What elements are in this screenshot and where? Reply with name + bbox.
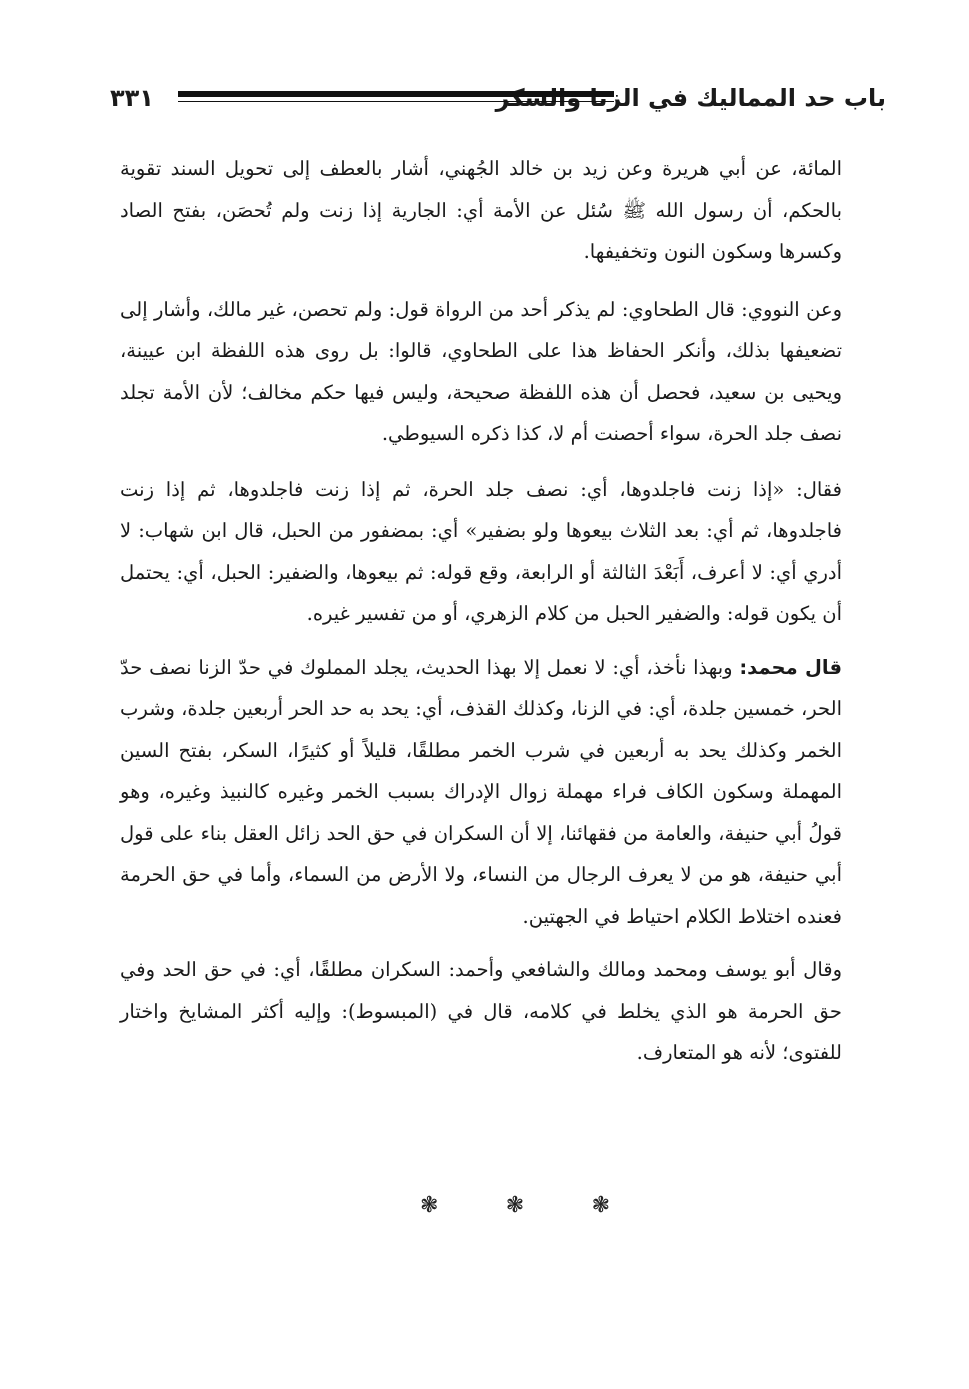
- header-rule: [178, 91, 614, 102]
- chapter-title: باب حد المماليك في الزنا والسكر: [495, 84, 886, 112]
- paragraph-5: وقال أبو يوسف ومحمد ومالك والشافعي وأحمد: السكران مطلقًا، أي: في حق الحد وفي حق الحرمة هو الذي يخلط في كلامه، قال في (المبسوط): وإليه أكثر المشايخ واختار للفتوى؛ لأنه هو المتعارف.: [120, 958, 842, 1064]
- page-header: [110, 78, 886, 118]
- paragraph-4-lead: قال محمد:: [739, 655, 843, 679]
- ornament-star: ❃: [505, 1193, 525, 1218]
- page-number: ٣٣١: [110, 84, 154, 112]
- ornament-star: ❃: [591, 1193, 610, 1218]
- section-end-ornament: [420, 1193, 610, 1218]
- paragraph-1: المائة، عن أبي هريرة وعن زيد بن خالد الجُهني، أشار بالعطف إلى تحويل السند تقوية بالحكم، أن رسول الله ﷺ سُئل عن الأمة أي: الجارية إذا زنت ولم تُحصَن، بفتح الصاد وكسرها وسكون النون وتخفيفها.: [120, 157, 842, 263]
- paragraph-2: وعن النووي: قال الطحاوي: لم يذكر أحد من الرواة قول: ولم تحصن، غير مالك، وأشار إلى تضعيفها بذلك، وأنكر الحفاظ هذا على الطحاوي، قالوا: بل روى هذه اللفظة ابن عيينة، ويحيى بن سعيد، فحصل أن هذه اللفظة صحيحة، وليس فيها حكم مخالف؛ لأن الأمة تجلد نصف جلد الحرة، سواء أحصنت أم لا، كذا ذكره السيوطي.: [120, 297, 842, 445]
- ornament-star: ❃: [420, 1193, 439, 1218]
- paragraph-3: فقال: «إذا زنت فاجلدوها، أي: نصف جلد الحرة، ثم إذا زنت فاجلدوها، ثم إذا زنت فاجلدوها، ثم أي: بعد الثلاث بيعوها ولو بضفير» أي: بمضفور من الحبل، قال ابن شهاب: لا أدري أي: لا أعرف، أَبَعْدَ الثالثة أو الرابعة، وقع قوله: ثم بيعوها، والضفير: الحبل، أي: يحتمل أن يكون قوله: والضفير الحبل من كلام الزهري، أو من تفسير غيره.: [120, 477, 842, 625]
- paragraph-4-text: وبهذا نأخذ، أي: لا نعمل إلا بهذا الحديث، يجلد المملوك في حدّ الزنا نصف حدّ الحر، خمسين جلدة، أي: في الزنا، وكذلك القذف، أي: يحد به حد الحر أربعين جلدة، وشرب الخمر وكذلك يحد به أربعين في شرب الخمر مطلقًا، قليلاً أو كثيرًا، السكر، بفتح السين المهملة وسكون الكاف فراء مهملة زوال الإدراك بسبب الخمر وغيره كالنبيذ وغيره، وهو قولُ أبي حنيفة، والعامة من فقهائنا، إلا أن السكران في حق الحد زائل العقل بناء على قول أبي حنيفة، هو من لا يعرف الرجال من النساء، ولا الأرض من السماء، وأما في حق الحرمة فعنده اختلاط الكلام احتياط في الجهتين.: [120, 655, 842, 928]
- page-body: [120, 148, 842, 1088]
- paragraph-4: [120, 647, 842, 938]
